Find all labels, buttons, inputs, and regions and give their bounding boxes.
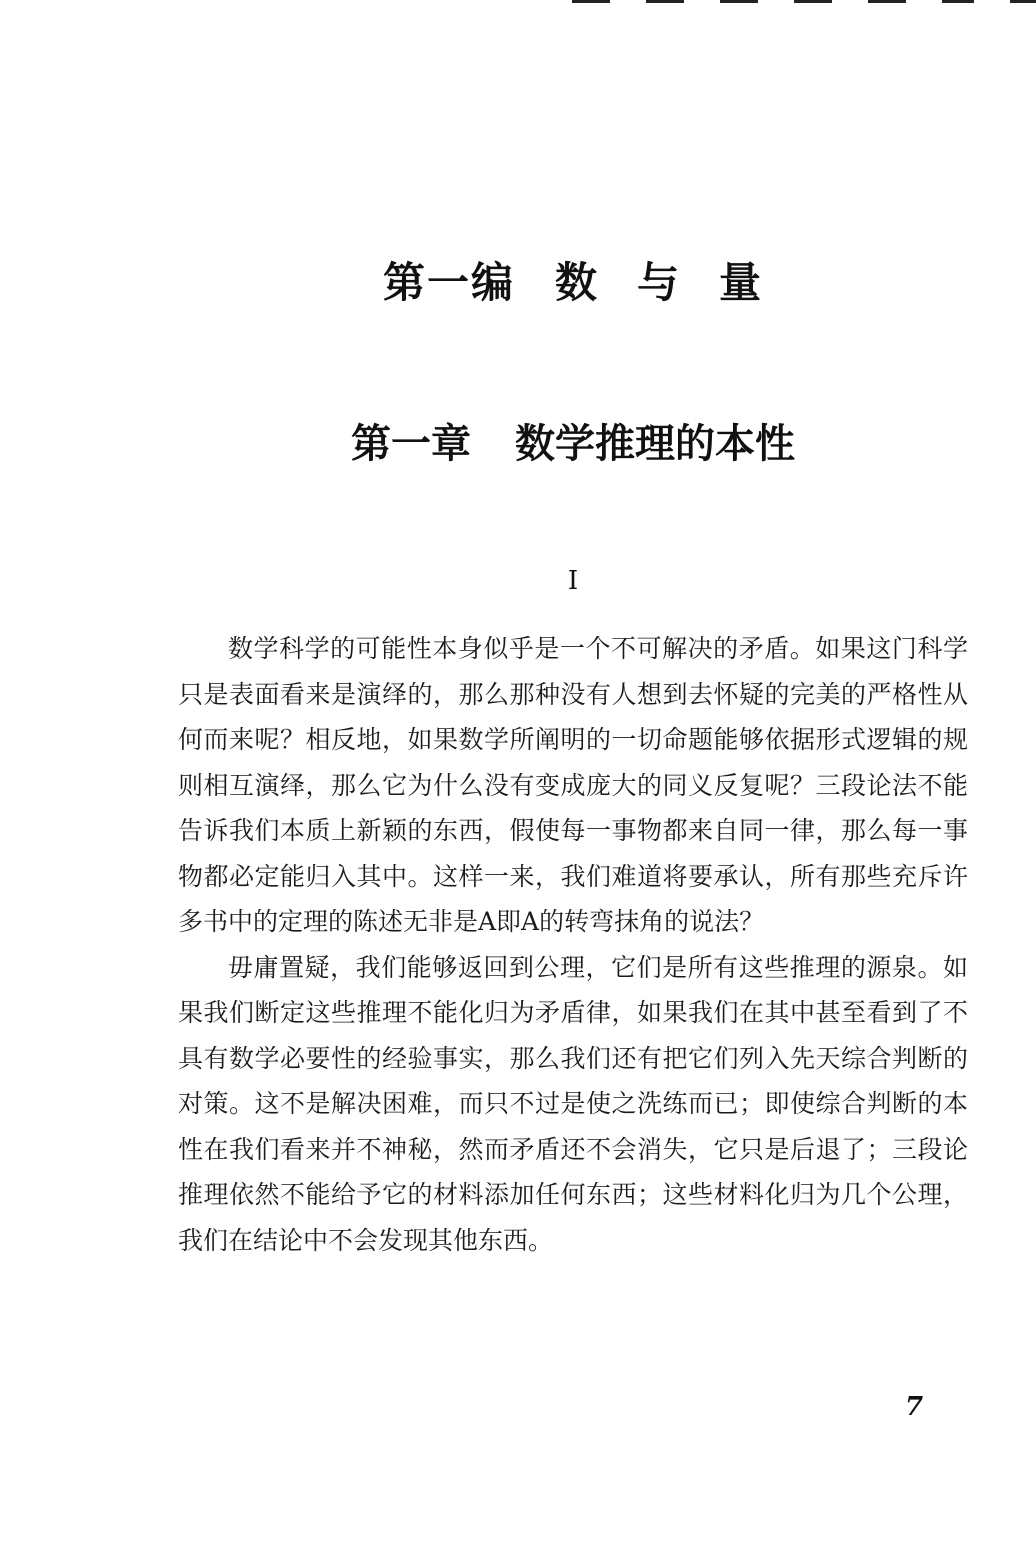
- paragraph-2: 毋庸置疑，我们能够返回到公理，它们是所有这些推理的源泉。如果我们断定这些推理不能化归为矛盾律，如果我们在其中甚至看到了不具有数学必要性的经验事实，那么我们还有把它们列入先天综合判断的对策。这不是解决困难，而只不过是使之洗练而已；即使综合判断的本性在我们看来并不神秘，然而矛盾还不会消失，它只是后退了；三段论推理依然不能给予它的材料添加任何东西；这些材料化归为几个公理，我们在结论中不会发现其他东西。: [178, 952, 968, 1255]
- top-rule-2: [646, 0, 684, 3]
- part-char-1: 数: [554, 258, 599, 307]
- part-char-2: 与: [637, 258, 682, 307]
- page-number: 7: [905, 1392, 924, 1422]
- chapter-label: 第一章: [351, 421, 471, 467]
- top-rule-6: [942, 0, 974, 3]
- chapter-name: 数学推理的本性: [515, 421, 795, 467]
- top-rule-7: [1010, 0, 1036, 3]
- top-rule-4: [794, 0, 832, 3]
- part-char-3: 量: [719, 258, 764, 307]
- body-text: [178, 626, 968, 1263]
- section-number: I: [567, 566, 579, 596]
- chapter-title: [0, 412, 1036, 469]
- paragraph-1: 数学科学的可能性本身似乎是一个不可解决的矛盾。如果这门科学只是表面看来是演绎的，那么那种没有人想到去怀疑的完美的严格性从何而来呢？相反地，如果数学所阐明的一切命题能够依据形式逻辑的规则相互演绎，那么它为什么没有变成庞大的同义反复呢？三段论法不能告诉我们本质上新颖的东西，假使每一事物都来自同一律，那么每一事物都必定能归入其中。这样一来，我们难道将要承认，所有那些充斥许多书中的定理的陈述无非是A即A的转弯抹角的说法？: [178, 634, 968, 936]
- top-rule-1: [572, 0, 610, 3]
- top-rule-3: [720, 0, 758, 3]
- part-title: [0, 250, 1036, 310]
- part-label: 第一编: [382, 258, 515, 307]
- top-rule-5: [868, 0, 906, 3]
